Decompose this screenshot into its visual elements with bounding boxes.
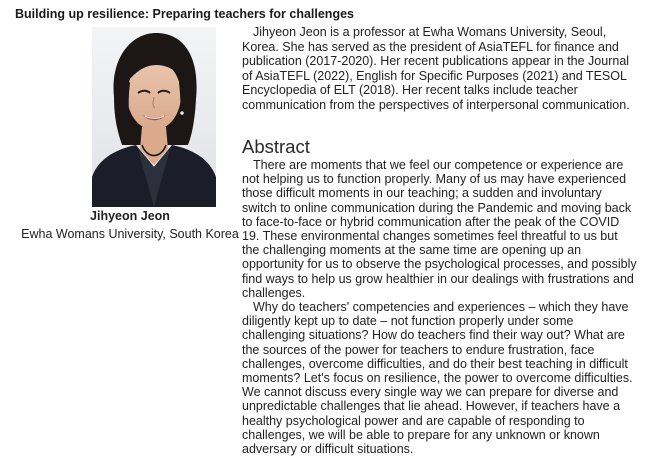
speaker-photo [92, 27, 216, 207]
abstract-paragraph: There are moments that we feel our competence or experience are not helping us to function properly. Many of us may have experienced those difficult moments in our teaching; a sudden and involuntary switch to online communication during the Pandemic and moving back to face-to-face or hybrid communication after the peak of the COVID 19. These environmental changes sometimes feel threatful to us but the challenging moments at the same time are opening up an opportunity for us to observe the psychological processes, and possibly find ways to help us grow healthier in our dealings with frustrations and challenges. [242, 158, 637, 300]
speaker-bio: Jihyeon Jeon is a professor at Ewha Womans University, Seoul, Korea. She has served as the president of AsiaTEFL for finance and publication (2017-2020). Her recent publications appear in the Journal of AsiaTEFL (2022), English for Specific Purposes (2021) and TESOL Encyclopedia of ELT (2018). Her recent talks include teacher communication from the perspectives of interpersonal communication. [242, 25, 630, 112]
speaker-portrait-image [92, 27, 216, 207]
page-title: Building up resilience: Preparing teachers for challenges [15, 7, 354, 21]
abstract-body [242, 158, 638, 456]
speaker-name: Jihyeon Jeon [90, 209, 170, 223]
speaker-affiliation: Ewha Womans University, South Korea [21, 227, 239, 241]
abstract-paragraph: Why do teachers' competencies and experiences – which they have diligently kept up to date – not function properly under some challenging situations? How do teachers find their way out? What are the sources of the power for teachers to endure frustration, face challenges, overcome difficulties, and do their best teaching in difficult moments? Let's focus on resilience, the power to overcome difficulties. We cannot discuss every single way we can prepare for diverse and unpredictable challenges that lie ahead. However, if teachers have a healthy psychological power and are capable of responding to challenges, we will be able to prepare for any unknown or known adversary or difficult situations. [242, 300, 633, 457]
abstract-heading: Abstract [242, 136, 310, 157]
